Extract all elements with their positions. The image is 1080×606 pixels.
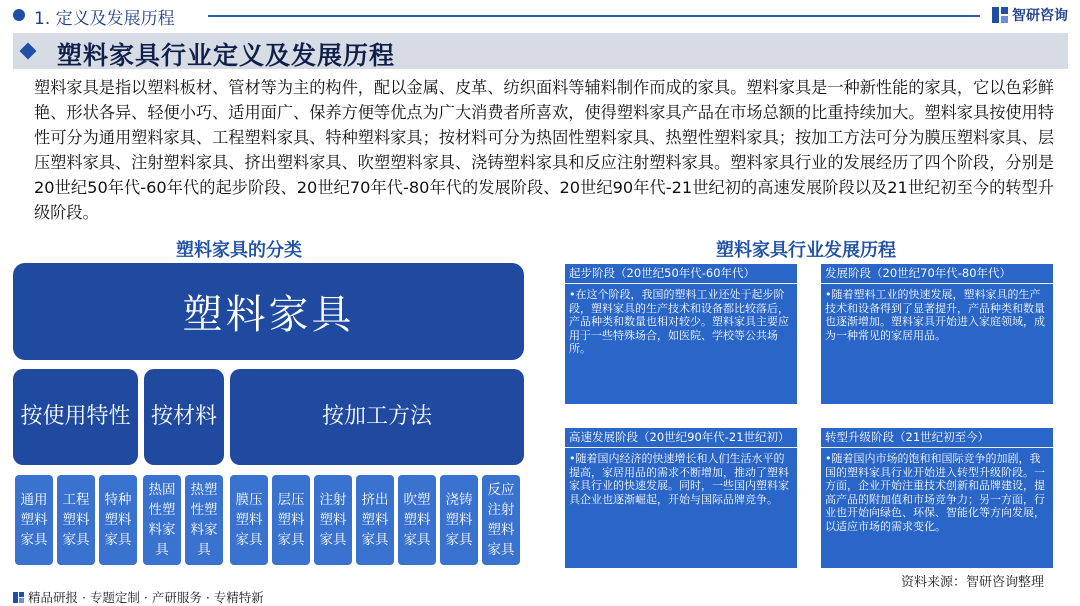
leaf-reaction-injection: 反应注射塑料家具 bbox=[482, 475, 520, 565]
source-note: 资料来源：智研咨询整理 bbox=[900, 575, 1044, 590]
stage-body: •在这个阶段，我国的塑料工业还处于起步阶段，塑料家具的生产技术和设备都比较落后，产品种类和数量也相对较少。塑料家具主要应用于一些特殊场合，如医院、学校等公共场所。 bbox=[569, 288, 789, 355]
stage-body: •随着国内经济的快速增长和人们生活水平的提高，家居用品的需求不断增加，推动了塑料家具行业的快速发展。同时，一些国内塑料家具企业也逐渐崛起，开始与国际品牌竞争。 bbox=[569, 452, 789, 506]
category-material: 按材料 bbox=[144, 369, 224, 465]
category-process: 按加工方法 bbox=[230, 369, 524, 465]
leaf-special: 特种塑料家具 bbox=[99, 475, 137, 565]
title-bar bbox=[13, 33, 1068, 69]
section-label: 1. 定义及发展历程 bbox=[34, 9, 175, 29]
stage-divider bbox=[821, 283, 1053, 284]
stage-card bbox=[821, 428, 1053, 568]
stage-divider bbox=[821, 447, 1053, 448]
leaf-thermoset: 热固性塑料家具 bbox=[143, 475, 181, 565]
stage-card bbox=[565, 428, 797, 568]
leaf-compression: 膜压塑料家具 bbox=[230, 475, 268, 565]
stage-title: 转型升级阶段（21世纪初至今） bbox=[825, 430, 990, 444]
intro-paragraph: 塑料家具是指以塑料板材、管材等为主的构件，配以金属、皮革、纺织面料等辅料制作而成的家具。塑料家具是一种新性能的家具，它以色彩鲜艳、形状各异、轻便小巧、适用面广、保养方便等优点为广大消费者所喜欢，使得塑料家具产品在市场总额的比重持续加大。塑料家具按使用特性可分为通用塑料家具、工程塑料家具、特种塑料家具；按材料可分为热固性塑料家具、热塑性塑料家具；按加工方法可分为膜压塑料家具、层压塑料家具、注射塑料家具、挤出塑料家具、吹塑塑料家具、浇铸塑料家具和反应注射塑料家具。塑料家具行业的发展经历了四个阶段，分别是20世纪50年代-60年代的起步阶段、20世纪70年代-80年代的发展阶段、20世纪90年代-21世纪初的高速发展阶段以及21世纪初至今的转型升级阶段。 bbox=[34, 78, 1054, 222]
leaf-blow-molding: 吹塑塑料家具 bbox=[398, 475, 436, 565]
stage-card bbox=[821, 264, 1053, 404]
brand-name: 智研咨询 bbox=[1012, 8, 1068, 24]
stage-body: •随着塑料工业的快速发展，塑料家具的生产技术和设备得到了显著提升，产品种类和数量也逐渐增加。塑料家具开始进入家庭领域，成为一种常见的家居用品。 bbox=[825, 288, 1045, 342]
footer-tagline: 精品研报 · 专题定制 · 产研服务 · 专精特新 bbox=[28, 590, 264, 605]
leaf-injection: 注射塑料家具 bbox=[314, 475, 352, 565]
history-heading: 塑料家具行业发展历程 bbox=[716, 240, 896, 261]
stage-divider bbox=[565, 283, 797, 284]
brand-logo bbox=[992, 5, 1068, 25]
bullet-dot-icon bbox=[13, 9, 25, 21]
category-usage: 按使用特性 bbox=[13, 369, 138, 465]
leaf-general: 通用塑料家具 bbox=[15, 475, 53, 565]
stage-title: 高速发展阶段（20世纪90年代-21世纪初） bbox=[569, 430, 790, 444]
stage-divider bbox=[565, 447, 797, 448]
classification-heading: 塑料家具的分类 bbox=[176, 240, 302, 261]
page-title: 塑料家具行业定义及发展历程 bbox=[57, 41, 396, 70]
stage-card bbox=[565, 264, 797, 404]
leaf-thermoplastic: 热塑性塑料家具 bbox=[185, 475, 223, 565]
header-rule bbox=[208, 15, 980, 17]
classification-root: 塑料家具 bbox=[13, 263, 524, 360]
diamond-icon bbox=[20, 43, 37, 60]
stage-title: 起步阶段（20世纪50年代-60年代） bbox=[569, 266, 756, 280]
brand-mark-icon bbox=[992, 7, 1008, 23]
stage-body: •随着国内市场的饱和和国际竞争的加剧，我国的塑料家具行业开始进入转型升级阶段。一方面，企业开始注重技术创新和品牌建设，提高产品的附加值和市场竞争力；另一方面，行业也开始向绿色、环保、智能化等方向发展，以适应市场的需求变化。 bbox=[825, 452, 1045, 533]
leaf-engineering: 工程塑料家具 bbox=[57, 475, 95, 565]
stage-title: 发展阶段（20世纪70年代-80年代） bbox=[825, 266, 1012, 280]
leaf-casting: 浇铸塑料家具 bbox=[440, 475, 478, 565]
leaf-extrusion: 挤出塑料家具 bbox=[356, 475, 394, 565]
footer bbox=[13, 588, 264, 606]
brand-mark-icon bbox=[13, 592, 24, 603]
leaf-laminated: 层压塑料家具 bbox=[272, 475, 310, 565]
top-bar bbox=[0, 0, 1080, 34]
